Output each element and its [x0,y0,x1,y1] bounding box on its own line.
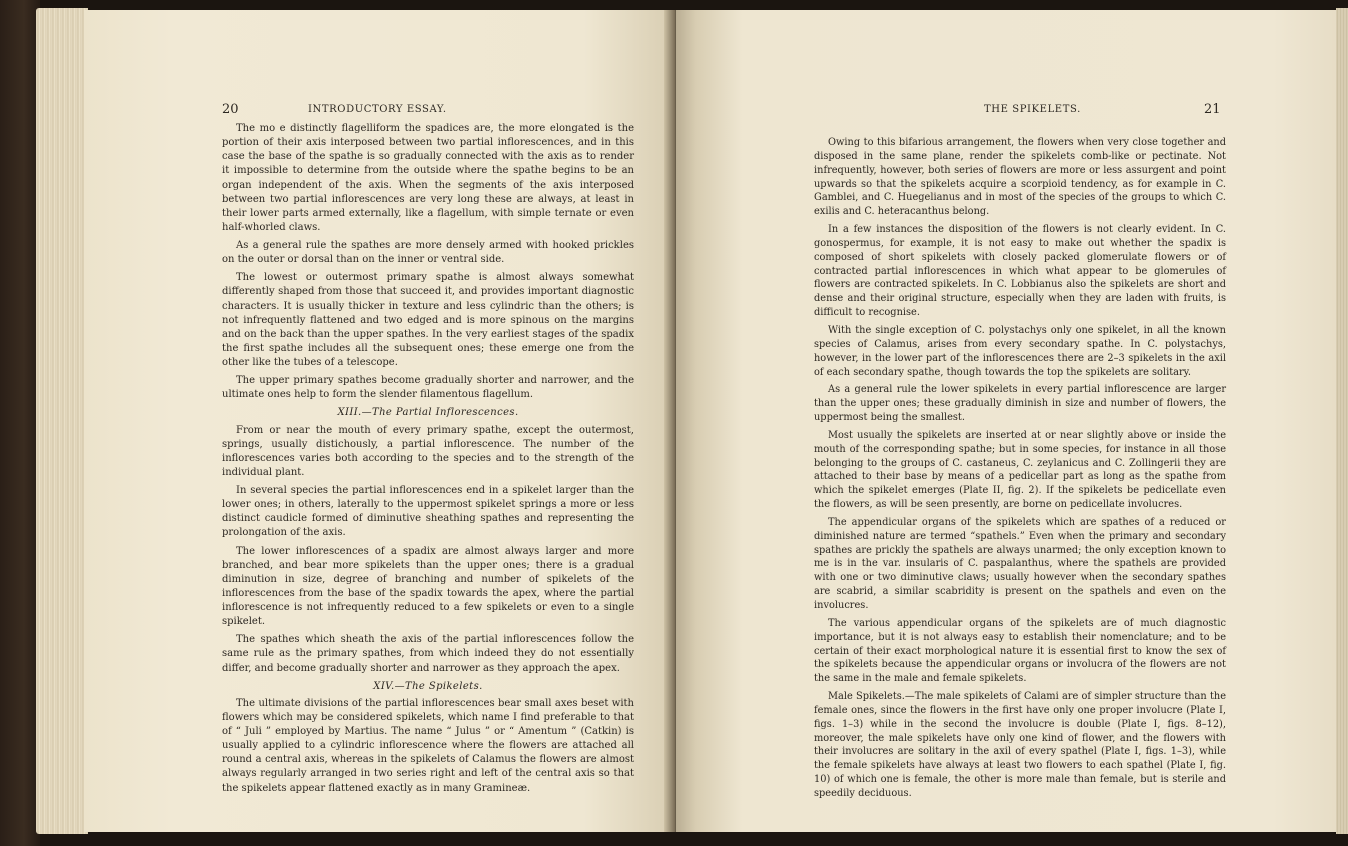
paragraph: With the single exception of C. polystachys only one spikelet, in all the known species of Calamus, arises from every secondary spathe. In C. polystachys, however, in the lower part of the inflorescences there are 2–3 spikelets in the axil of each secondary spathe, though towards the top the spikelets are solitary. [814,324,1226,378]
paragraph: The lower inflorescences of a spadix are almost always larger and more branched, and bear more spikelets than the upper ones; there is a gradual diminution in size, degree of branching and number of spikelets of the inflorescences from the base of the spadix towards the apex, where the partial inflorescence is not infrequently reduced to a few spikelets or even to a single spikelet. [222,545,634,628]
page-stack-edges [36,8,88,834]
paragraph: The appendicular organs of the spikelets which are spathes of a reduced or diminished nature are termed “spathels.” Even when the primary and secondary spathes are prickly the spathels are always unarmed; the only exception known to me is in the var. insularis of C. paspalanthus, where the spathels are provided with one or two diminutive claws; usually however when the secondary spathes are scabrid, a similar scabridity is present on the spathels and even on the involucres. [814,516,1226,611]
left-page-number: 20 [222,102,239,117]
left-running-head: INTRODUCTORY ESSAY. [308,104,447,115]
paragraph: The ultimate divisions of the partial inflorescences bear small axes beset with flowers which may be considered spikelets, which name I find preferable to that of “ Juli ” employed by Martius. The name “ Julus ” or “ Amentum ” (Catkin) is usually applied to a cylindric inflorescence where the flowers are attached all round a central axis, whereas in the spikelets of Calamus the flowers are almost always regularly arranged in two series right and left of the central axis so that the spikelets appear flattened exactly as in many Gramineæ. [222,697,634,794]
paragraph: As a general rule the lower spikelets in every partial inflorescence are larger than the upper ones; these gradually diminish in size and number of flowers, the uppermost being the smallest. [814,384,1226,424]
paragraph: The various appendicular organs of the spikelets are of much diagnostic importance, but it is not always easy to establish their nomenclature; and to be certain of their exact morphological nature it is essential first to know the sex of the spikelets because the appendicular organs or involucra of the flowers are not the same in the male and female spikelets. [814,617,1226,685]
right-page-number: 21 [1204,102,1221,117]
left-page [84,10,672,832]
paragraph: In a few instances the disposition of the flowers is not clearly evident. In C. gonospermus, for example, it is not easy to make out whether the spadix is composed of short spikelets with closely packed glomerulate flowers or of contracted partial inflorescences in which what appear to be glomerules of flowers are contracted spikelets. In C. Lobbianus also the spikelets are short and dense and their original structure, especially when they are laden with fruits, is difficult to recognise. [814,224,1226,319]
paragraph: The upper primary spathes become gradually shorter and narrower, and the ultimate ones help to form the slender filamentous flagellum. [222,375,634,401]
left-text-column [222,122,634,800]
section-heading-xiii: XIII.—The Partial Inflorescences. [337,407,519,419]
paragraph: Male Spikelets.—The male spikelets of Calami are of simpler structure than the female ones, since the flowers in the first have only one proper involucre (Plate I, figs. 1–3) while in the second the involucre is double (Plate I, figs. 8–12), moreover, the male spikelets have only one kind of flower, and the flowers with their involucres are solitary in the axil of every spathel (Plate I, figs. 1–3), while the female spikelets have always at least two flowers to each spathel (Plate I, fig. 10) of which one is female, the other is more male than female, but is sterile and speedily deciduous. [814,691,1226,799]
paragraph: Owing to this bifarious arrangement, the flowers when very close together and disposed in the same plane, render the spikelets comb-like or pectinate. Not infrequently, however, both series of flowers are more or less assurgent and point upwards so that the spikelets acquire a scorpioid tendency, as for example in C. Gamblei, and C. Huegelianus and in most of the species of the groups to which C. exilis and C. heteracanthus belong. [814,137,1226,218]
paragraph: The mo e distinctly flagelliform the spadices are, the more elongated is the portion of their axis interposed between two partial inflorescences, and in this case the base of the spathe is so gradually connected with the axis as to render it impossible to determine from the outside where the spathe begins to be an organ independent of the axis. When the segments of the axis interposed between two partial inflorescences are very long these are always, at least in their lower parts armed externally, like a flagellum, with simple ternate or even half-whorled claws. [222,123,634,233]
paragraph: As a general rule the spathes are more densely armed with hooked prickles on the outer or dorsal than on the inner or ventral side. [222,240,634,266]
paragraph: In several species the partial inflorescences end in a spikelet larger than the lower ones; in others, laterally to the uppermost spikelet springs a more or less distinct caudicle formed of diminutive sheathing spathes and representing the prolongation of the axis. [222,485,634,539]
paragraph: Most usually the spikelets are inserted at or near slightly above or inside the mouth of the corresponding spathe; but in some species, for instance in all those belonging to the groups of C. castaneus, C. zeylanicus and C. Zollingerii they are attached to their base by means of a pedicellar part as long as the spathe from which the spikelet emerges (Plate II, fig. 2). If the spikelets be pedicellate even the flowers, as will be seen presently, are borne on pedicellate involucres. [814,429,1226,511]
right-running-head: THE SPIKELETS. [984,104,1081,115]
paragraph: The spathes which sheath the axis of the partial inflorescences follow the same rule as the primary spathes, from which indeed they do not essentially differ, and become gradually shorter and narrower as they approach the apex. [222,634,634,674]
right-page-stack-edges [1336,8,1348,834]
right-text-column [814,136,1226,805]
book-cover-edge [0,0,40,846]
right-page [676,10,1340,832]
paragraph: The lowest or outermost primary spathe is almost always somewhat differently shaped from those that succeed it, and provides important diagnostic characters. It is usually thicker in texture and less cylindric than the others; is not infrequently flattened and two edged and is more spinous on the margins and on the back than the upper spathes. In the very earliest stages of the spadix the first spathe includes all the subsequent ones; these emerge one from the other like the tubes of a telescope. [222,272,634,368]
section-heading-xiv: XIV.—The Spikelets. [373,680,483,692]
paragraph: From or near the mouth of every primary spathe, except the outermost, springs, usually distichously, a partial inflorescence. The number of the inflorescences varies both according to the species and to the strength of the individual plant. [222,424,634,478]
